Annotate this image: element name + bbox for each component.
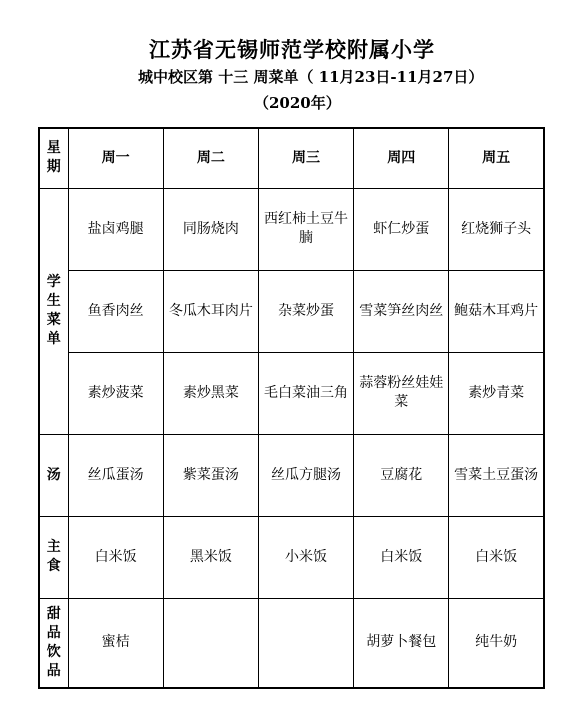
menu-cell: 蒜蓉粉丝娃娃菜 xyxy=(354,352,449,434)
menu-cell: 鲍菇木耳鸡片 xyxy=(449,270,544,352)
staple-row xyxy=(39,516,544,598)
soup-cell: 丝瓜方腿汤 xyxy=(258,434,353,516)
week-subtitle: 城中校区第 十三 周菜单（ 11月23日-11月27日） xyxy=(138,68,484,86)
staple-cell: 白米饭 xyxy=(449,516,544,598)
year-label: （2020年） xyxy=(254,94,341,112)
staple-cell: 小米饭 xyxy=(258,516,353,598)
day-header-mon: 周一 xyxy=(68,128,163,188)
menu-cell: 素炒青菜 xyxy=(449,352,544,434)
soup-cell: 丝瓜蛋汤 xyxy=(68,434,163,516)
menu-cell: 冬瓜木耳肉片 xyxy=(163,270,258,352)
dessert-cell: 纯牛奶 xyxy=(449,598,544,688)
staple-label: 主食 xyxy=(39,516,68,598)
day-header-row xyxy=(39,128,544,188)
soup-row xyxy=(39,434,544,516)
table-row xyxy=(39,270,544,352)
soup-cell: 豆腐花 xyxy=(354,434,449,516)
staple-cell: 黑米饭 xyxy=(163,516,258,598)
menu-cell: 雪菜笋丝肉丝 xyxy=(354,270,449,352)
dessert-cell: 蜜桔 xyxy=(68,598,163,688)
day-header-tue: 周二 xyxy=(163,128,258,188)
dessert-row xyxy=(39,598,544,688)
staple-cell: 白米饭 xyxy=(68,516,163,598)
menu-table xyxy=(38,127,545,689)
soup-label: 汤 xyxy=(39,434,68,516)
menu-cell: 西红柿土豆牛腩 xyxy=(258,188,353,270)
menu-cell: 盐卤鸡腿 xyxy=(68,188,163,270)
menu-cell: 同肠烧肉 xyxy=(163,188,258,270)
soup-cell: 雪菜土豆蛋汤 xyxy=(449,434,544,516)
menu-cell: 鱼香肉丝 xyxy=(68,270,163,352)
dessert-label: 甜品饮品 xyxy=(39,598,68,688)
table-row xyxy=(39,188,544,270)
menu-cell: 虾仁炒蛋 xyxy=(354,188,449,270)
menu-cell: 素炒菠菜 xyxy=(68,352,163,434)
staple-cell: 白米饭 xyxy=(354,516,449,598)
soup-cell: 紫菜蛋汤 xyxy=(163,434,258,516)
day-header-fri: 周五 xyxy=(449,128,544,188)
menu-cell: 杂菜炒蛋 xyxy=(258,270,353,352)
day-header-wed: 周三 xyxy=(258,128,353,188)
corner-label: 星期 xyxy=(39,128,68,188)
dessert-cell: 胡萝卜餐包 xyxy=(354,598,449,688)
menu-cell: 毛白菜油三角 xyxy=(258,352,353,434)
day-header-thu: 周四 xyxy=(354,128,449,188)
dessert-cell xyxy=(258,598,353,688)
menu-cell: 红烧狮子头 xyxy=(449,188,544,270)
page-title: 江苏省无锡师范学校附属小学 xyxy=(149,37,435,62)
dessert-cell xyxy=(163,598,258,688)
table-row xyxy=(39,352,544,434)
menu-cell: 素炒黑菜 xyxy=(163,352,258,434)
student-menu-label: 学生菜单 xyxy=(39,188,68,434)
